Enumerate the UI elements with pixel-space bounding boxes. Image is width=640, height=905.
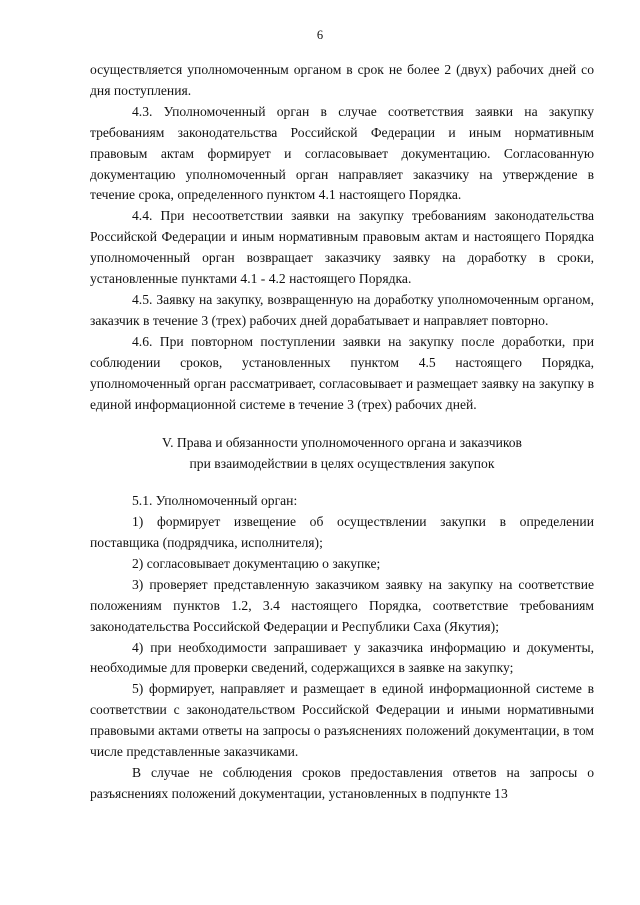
list-item-3: 3) проверяет представленную заказчиком заявку на закупку на соответствие положениям пунктов 1.2, 3.4 настоящего Порядка, соответствие требованиям законодательства Российской Федерации и Республики Саха (Якутия); — [90, 576, 594, 634]
section-heading-line-1: V. Права и обязанности уполномоченного органа и заказчиков — [162, 435, 522, 451]
paragraph-4-3: 4.3. Уполномоченный орган в случае соответствия заявки на закупку требованиям законодательства Российской Федерации и иным нормативным правовым актам формирует и согласовывает документацию. Согласованную документацию уполномоченный орган направляет заказчику на утверждение в течение срока, определенного пунктом 4.1 настоящего Порядка. — [90, 103, 594, 203]
paragraph-4-4: 4.4. При несоответствии заявки на закупку требованиям законодательства Российской Федерации и иным нормативным правовым актам и настоящего Порядка уполномоченный орган возвращает заказчику заявку на доработку в сроки, установленные пунктами 4.1 - 4.2 настоящего Порядка. — [90, 208, 594, 287]
paragraph-continuation: осуществляется уполномоченным органом в срок не более 2 (двух) рабочих дней со дня поступления. — [90, 62, 594, 98]
list-item-2: 2) согласовывает документацию о закупке; — [132, 555, 381, 571]
section-heading-line-2: при взаимодействии в целях осуществления закупок — [189, 456, 495, 472]
list-item-4: 4) при необходимости запрашивает у заказчика информацию и документы, необходимые для проверки сведений, содержащихся в заявке на закупку; — [90, 639, 594, 676]
page-number: 6 — [316, 28, 324, 42]
section-heading — [90, 433, 594, 475]
list-item-1: 1) формирует извещение об осуществлении закупки в определении поставщика (подрядчика, исполнителя); — [90, 514, 594, 551]
paragraph-4-5: 4.5. Заявку на закупку, возвращенную на доработку уполномоченным органом, заказчик в течение 3 (трех) рабочих дней дорабатывает и направляет повторно. — [90, 291, 594, 328]
list-item-5: 5) формирует, направляет и размещает в единой информационной системе в соответствии с законодательством Российской Федерации и иными нормативными правовыми актами ответы на запросы о разъяснениях положений документации, в том числе представленные заказчиками. — [90, 681, 594, 760]
paragraph-deadline-note: В случае не соблюдения сроков предоставления ответов на запросы о разъяснениях положений документации, установленных в подпункте 13 — [90, 765, 594, 801]
paragraph-4-6: 4.6. При повторном поступлении заявки на закупку после доработки, при соблюдении сроков, установленных пунктом 4.5 настоящего Порядка, уполномоченный орган рассматривает, согласовывает и размещает заявку на закупку в единой информационной системе в течение 3 (трех) рабочих дней. — [90, 333, 594, 412]
document-body — [90, 60, 594, 805]
paragraph-5-1: 5.1. Уполномоченный орган: — [132, 493, 298, 509]
